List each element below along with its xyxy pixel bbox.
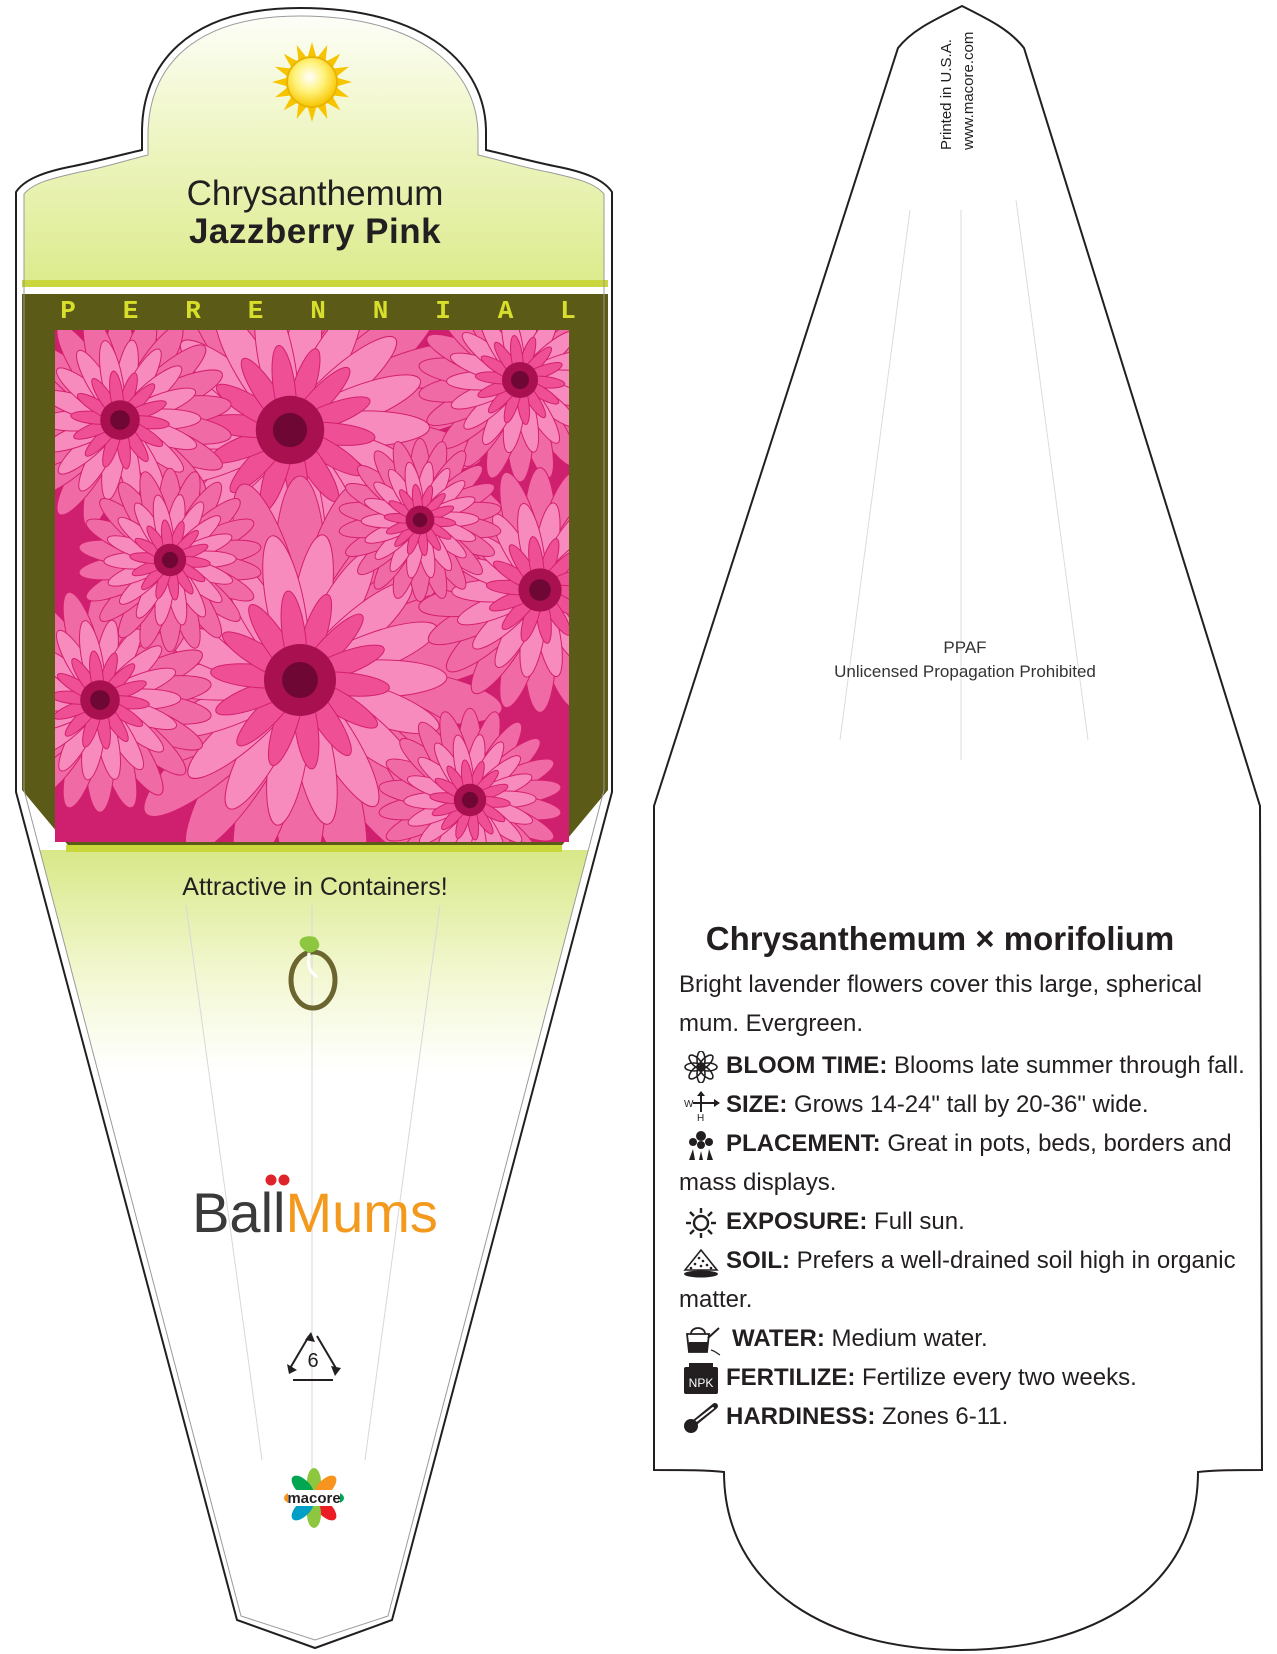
category-letter: P	[60, 296, 76, 326]
care-label: EXPOSURE:	[726, 1208, 868, 1235]
npk-text: NPK	[688, 1376, 714, 1390]
care-label: SIZE:	[726, 1091, 788, 1118]
macore-logo	[284, 1468, 344, 1528]
ball-mums-logo	[170, 1180, 460, 1245]
care-text: Prefers a well-drained soil high in organic matter.	[679, 1247, 1236, 1313]
macore-logo-text: macore	[287, 1490, 341, 1507]
care-text: Medium water.	[831, 1325, 988, 1352]
care-text: Fertilize every two weeks.	[862, 1364, 1137, 1391]
recycle-number: 6	[307, 1350, 319, 1372]
species-name: Chrysanthemum × morifolium	[705, 920, 1175, 957]
brand-part-ball: Ball	[192, 1181, 286, 1244]
size-w-label: W	[684, 1099, 694, 1110]
care-row-soil	[679, 1241, 1254, 1319]
sun-icon	[681, 1207, 721, 1239]
category-letter: R	[185, 296, 201, 326]
care-text: Zones 6-11.	[882, 1403, 1009, 1430]
care-label: FERTILIZE:	[726, 1364, 856, 1391]
plant-genus-title: Chrysanthemum	[186, 174, 444, 213]
care-text: Great in pots, beds, borders and mass displays.	[679, 1130, 1232, 1196]
care-label: WATER:	[732, 1325, 825, 1352]
category-letter: I	[435, 296, 451, 326]
npk-icon	[681, 1363, 721, 1395]
care-row-hardiness	[679, 1397, 1254, 1436]
category-letter: E	[122, 296, 139, 326]
care-text: Blooms late summer through fall.	[893, 1052, 1245, 1079]
soil-icon	[681, 1246, 721, 1278]
plant-variety-title: Jazzberry Pink	[188, 212, 442, 251]
care-row-size	[679, 1085, 1254, 1124]
patent-notice	[770, 636, 1160, 684]
brand-part-mums: Mums	[285, 1181, 438, 1244]
plant-description	[679, 965, 1249, 1043]
ppaf-text: PPAF	[943, 638, 987, 657]
care-row-placement	[679, 1124, 1254, 1202]
care-info	[679, 1046, 1254, 1436]
website: www.macore.com	[960, 31, 977, 150]
category-letter: N	[372, 296, 389, 326]
flower-icon	[681, 1051, 721, 1083]
care-label: SOIL:	[726, 1247, 790, 1274]
care-row-exposure	[679, 1202, 1254, 1241]
tagline: Attractive in Containers!	[182, 873, 448, 901]
category-letter: N	[310, 296, 326, 326]
category-letter: L	[560, 296, 576, 326]
category-letter: A	[497, 296, 514, 326]
description-text: Bright lavender flowers cover this large, spherical mum. Evergreen.	[679, 971, 1202, 1037]
care-row-bloom-time	[679, 1046, 1254, 1085]
category-letter: E	[247, 296, 264, 326]
printed-in-usa: Printed in U.S.A.	[938, 39, 955, 150]
care-text: Full sun.	[874, 1208, 965, 1235]
watering-can-icon	[681, 1324, 721, 1356]
category-label	[58, 296, 578, 326]
care-label: BLOOM TIME:	[726, 1052, 888, 1079]
care-text: Grows 14-24" tall by 20-36" wide.	[794, 1091, 1149, 1118]
placement-flowers-icon	[681, 1129, 721, 1161]
printed-info	[936, 0, 996, 150]
care-row-fertilize	[679, 1358, 1254, 1397]
care-label: PLACEMENT:	[726, 1130, 881, 1157]
care-label: HARDINESS:	[726, 1403, 876, 1430]
size-h-label: H	[697, 1113, 705, 1122]
flower-photo	[0, 236, 663, 892]
propagation-notice: Unlicensed Propagation Prohibited	[834, 662, 1096, 681]
sun-icon	[272, 42, 352, 122]
care-row-water	[679, 1319, 1254, 1358]
thermometer-icon	[681, 1402, 721, 1434]
size-arrows-icon	[681, 1090, 721, 1122]
